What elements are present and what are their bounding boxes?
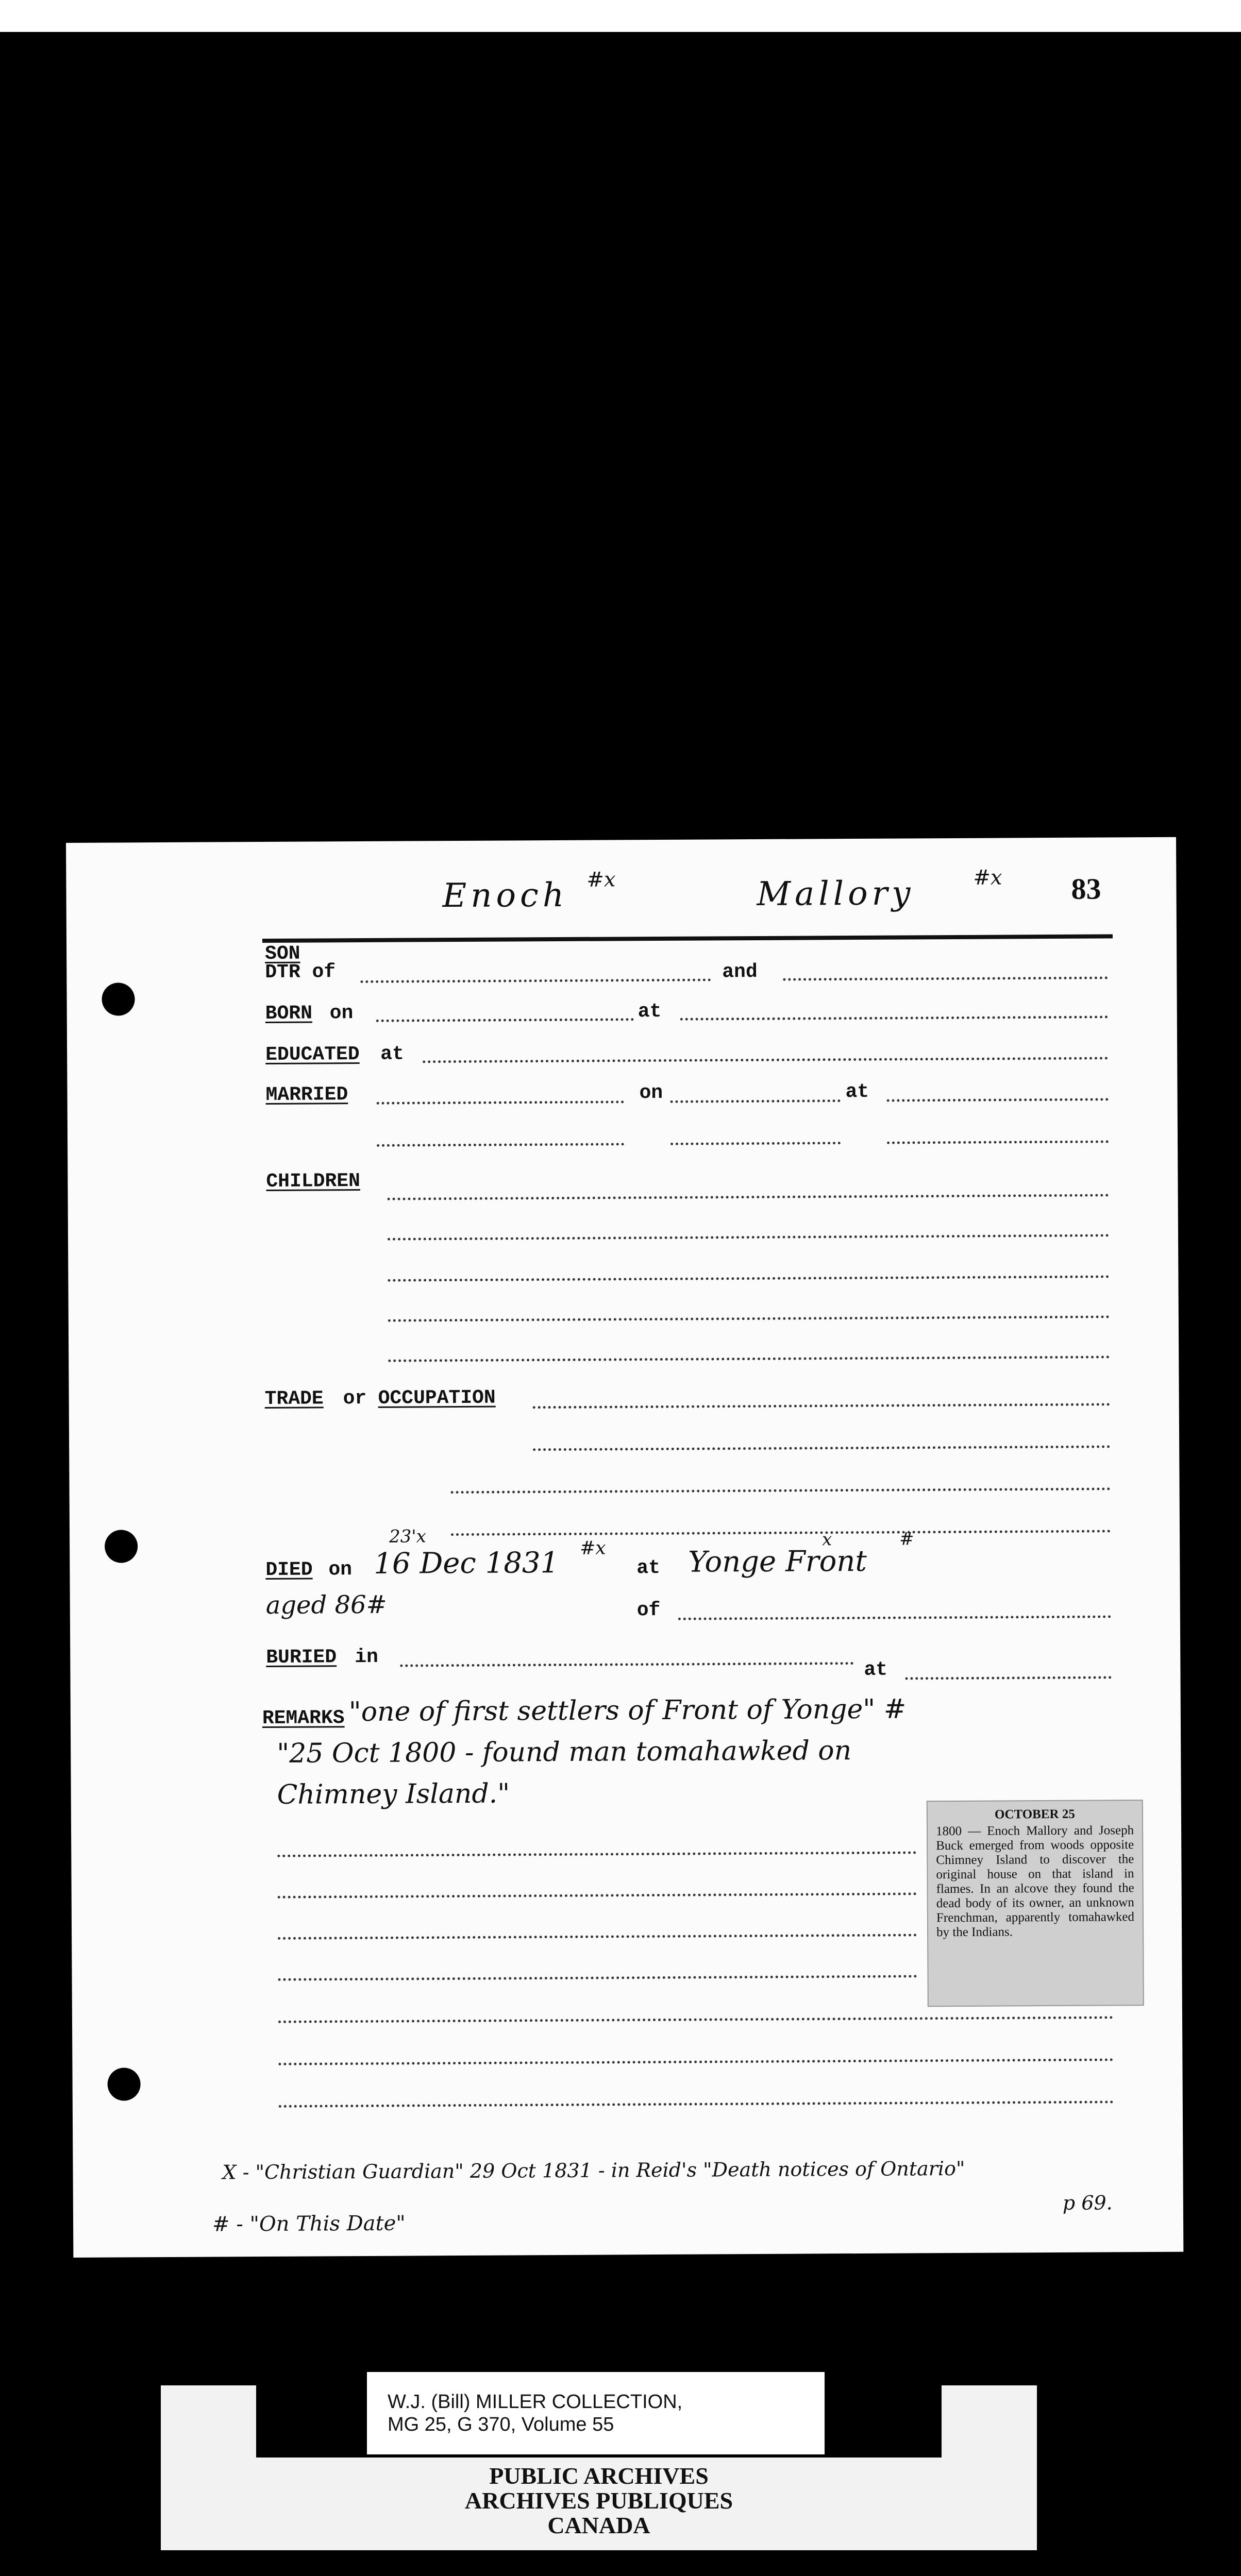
children-line-1: [388, 1194, 1109, 1200]
occupation-line-3: [451, 1487, 1111, 1494]
remarks-line-3: Chimney Island.": [277, 1778, 510, 1810]
archives-line-3: CANADA: [547, 2512, 650, 2538]
footer-page-ref: p 69.: [1062, 2191, 1113, 2214]
remarks-line-7: [278, 1975, 917, 1980]
collection-line-1: W.J. (Bill) MILLER COLLECTION,: [388, 2391, 683, 2413]
children-line-5: [388, 1355, 1110, 1362]
clipping-text: 1800 — Enoch Mallory and Joseph Buck emerged from woods opposite Chimney Island to discover the original house on that island in flames. In an alcove they found the dead body of its owner, an unknown Frenchman, apparently tomahawked by the Indians.: [935, 1823, 1135, 1940]
children-line-3: [388, 1275, 1109, 1281]
spouse-line: [377, 1100, 624, 1105]
and-label: and: [722, 960, 758, 984]
parent-two-line: [783, 976, 1108, 980]
born-date-line: [376, 1018, 634, 1022]
buried-in-label: in: [355, 1646, 379, 1669]
children-label: CHILDREN: [266, 1170, 360, 1193]
trade-or-label: or: [343, 1387, 367, 1410]
cause-of-death-line: [678, 1615, 1111, 1620]
collection-label: [367, 2372, 825, 2454]
educated-line: [423, 1057, 1108, 1063]
spouse-line-2: [377, 1143, 624, 1147]
punch-hole-middle: [105, 1530, 138, 1563]
remarks-line-6: [278, 1934, 917, 1939]
died-age: aged 86#: [265, 1590, 387, 1620]
page-number: 83: [1071, 872, 1101, 906]
surname: Mallory: [757, 874, 915, 913]
remarks-line-8: [278, 2016, 1113, 2023]
archives-label: [161, 2464, 1037, 2538]
archives-line-2: ARCHIVES PUBLIQUES: [464, 2487, 733, 2514]
died-place: Yonge Front: [688, 1544, 867, 1579]
married-place-line: [887, 1098, 1109, 1101]
punch-hole-top: [102, 982, 135, 1015]
archives-line-1: PUBLIC ARCHIVES: [489, 2463, 709, 2489]
died-date: 16 Dec 1831: [374, 1546, 559, 1581]
remarks-line-4: [277, 1851, 916, 1857]
genealogy-record-card: [66, 837, 1183, 2258]
given-name-mark: #x: [586, 868, 616, 892]
educated-label: EDUCATED: [265, 1043, 360, 1066]
occupation-label: OCCUPATION: [378, 1386, 496, 1410]
died-at-label: at: [636, 1556, 661, 1580]
married-on-label: on: [639, 1081, 663, 1105]
collection-line-2: MG 25, G 370, Volume 55: [388, 2414, 614, 2435]
married-date-line-2: [670, 1142, 841, 1145]
children-line-4: [388, 1315, 1110, 1321]
married-date-line: [670, 1099, 841, 1103]
born-label: BORN: [265, 1002, 313, 1025]
occupation-line-1: [533, 1403, 1110, 1409]
occupation-line-4: [451, 1530, 1111, 1536]
son-label: SON: [265, 942, 300, 965]
educated-at-label: at: [380, 1043, 404, 1065]
married-at-label: at: [845, 1080, 869, 1104]
died-date-mark: #x: [580, 1537, 606, 1559]
top-white-strip: [0, 0, 1241, 32]
remarks-line-5: [278, 1892, 917, 1898]
newspaper-clipping: [927, 1800, 1144, 2007]
remarks-line-9: [278, 2058, 1113, 2065]
trade-label: TRADE: [264, 1387, 324, 1410]
buried-at-line: [905, 1676, 1112, 1680]
remarks-line-2: "25 Oct 1800 - found man tomahawked on: [277, 1735, 852, 1769]
married-place-line-2: [887, 1140, 1109, 1144]
clipping-title: OCTOBER 25: [994, 1807, 1075, 1822]
dtr-of-label: DTR of: [265, 961, 336, 984]
born-place-line: [680, 1015, 1108, 1020]
buried-at-label: at: [864, 1658, 888, 1681]
remarks-label: REMARKS: [262, 1707, 345, 1730]
died-on-label: on: [328, 1558, 353, 1581]
born-at-label: at: [638, 1000, 662, 1023]
parent-one-line: [360, 978, 711, 983]
occupation-line-2: [533, 1445, 1110, 1451]
surname-mark: #x: [973, 866, 1002, 890]
buried-place-line: [400, 1662, 853, 1667]
header-rule: [262, 934, 1113, 943]
given-name: Enoch: [442, 876, 568, 916]
buried-label: BURIED: [266, 1646, 337, 1669]
children-line-2: [388, 1234, 1109, 1240]
died-of-label: of: [636, 1599, 661, 1622]
died-at-marks: x #: [821, 1529, 945, 1550]
remarks-line-10: [279, 2100, 1114, 2107]
punch-hole-bottom: [107, 2067, 140, 2100]
footer-source-note: X - "Christian Guardian" 29 Oct 1831 - in Reid's "Death notices of Ontario": [222, 2157, 965, 2184]
born-on-label: on: [329, 1002, 354, 1025]
remarks-line-1: "one of first settlers of Front of Yonge" #: [348, 1693, 907, 1728]
married-label: MARRIED: [265, 1083, 348, 1106]
died-date-correction: 23'x: [389, 1526, 426, 1547]
footer-hash-note: # - "On This Date": [212, 2211, 406, 2236]
died-label: DIED: [265, 1558, 313, 1581]
